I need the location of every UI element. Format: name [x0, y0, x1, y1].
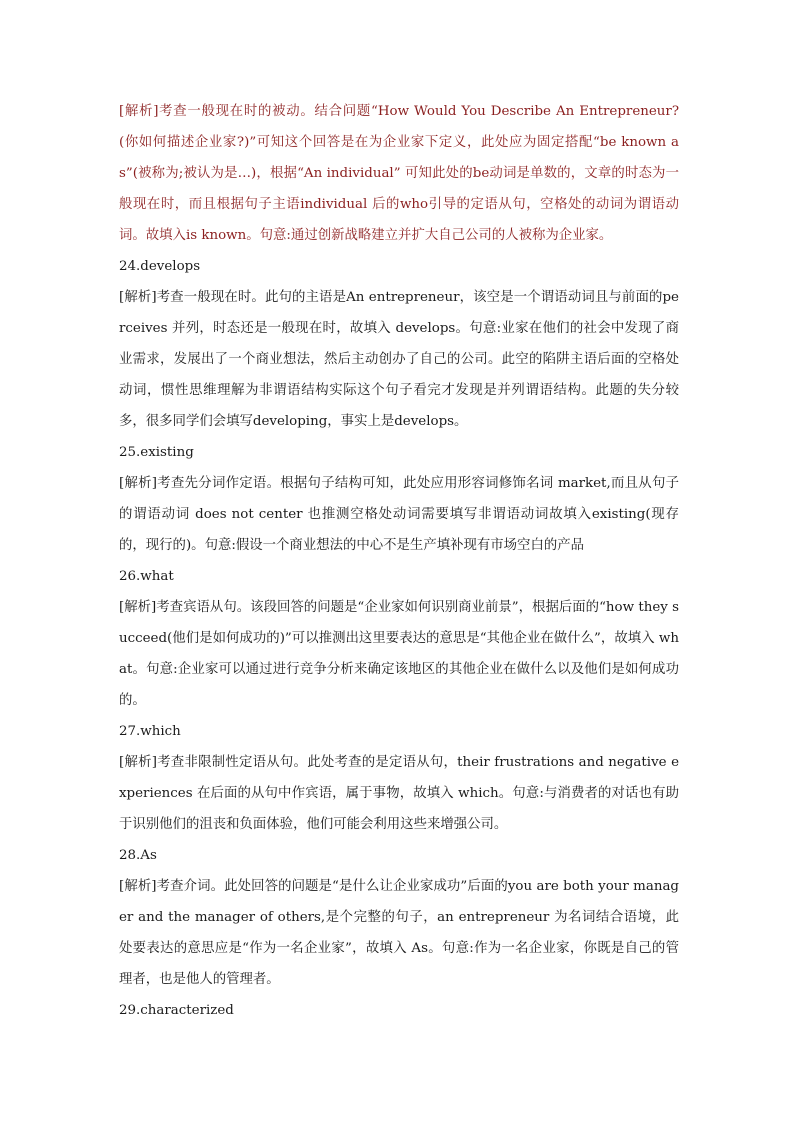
explanation-23: [解析]考查一般现在时的被动。结合问题“How Would You Describe An Entrepreneur?(你如何描述企业家?)”可知这个回答是在为企业家下定义，此处应为固定搭配“be known as”(被称为;被认为是…)，根据“An individual” 可知此处的be动词是单数的，文章的时态为一般现在时，而且根据句子主语individual 后的who引导的定语从句，空格处的动词为谓语动词。故填入is known。句意:通过创新战略建立并扩大自己公司的人被称为企业家。 — [119, 104, 679, 243]
answer-24: 24.develops — [119, 259, 201, 274]
answer-25: 25.existing — [119, 445, 194, 460]
document-page — [119, 96, 679, 1026]
explanation-24: [解析]考查一般现在时。此句的主语是An entrepreneur，该空是一个谓语动词且与前面的perceives 并列，时态还是一般现在时，故填入 develops。句意:业家在他们的社会中发现了商业需求，发展出了一个商业想法，然后主动创办了自己的公司。此空的陷阱主语后面的空格处动词，惯性思维理解为非谓语结构实际这个句子看完才发现是并列谓语结构。此题的失分较多，很多同学们会填写developing，事实上是develops。 — [119, 290, 679, 429]
explanation-28: [解析]考查介词。此处回答的问题是“是什么让企业家成功”后面的you are both your manager and the manager of others,是个完整的句子，an entrepreneur 为名词结合语境，此处要表达的意思应是“作为一名企业家”，故填入 As。句意:作为一名企业家，你既是自己的管理者，也是他人的管理者。 — [119, 879, 679, 987]
explanation-27: [解析]考查非限制性定语从句。此处考查的是定语从句，their frustrations and negative experiences 在后面的从句中作宾语，属于事物，故填入 which。句意:与消费者的对话也有助于识别他们的沮丧和负面体验，他们可能会利用这些来增强公司。 — [119, 755, 679, 832]
answer-28: 28.As — [119, 848, 157, 863]
explanation-25: [解析]考查先分词作定语。根据句子结构可知，此处应用形容词修饰名词 market,而且从句子的谓语动词 does not center 也推测空格处动词需要填写非谓语动词故填入existing(现存的，现行的)。句意:假设一个商业想法的中心不是生产填补现有市场空白的产品 — [119, 476, 679, 553]
answer-29: 29.characterized — [119, 1003, 234, 1018]
answer-26: 26.what — [119, 569, 174, 584]
answer-27: 27.which — [119, 724, 181, 739]
explanation-26: [解析]考查宾语从句。该段回答的问题是“企业家如何识别商业前景”，根据后面的“how they succeed(他们是如何成功的)”可以推测出这里要表达的意思是“其他企业在做什么”，故填入 what。句意:企业家可以通过进行竞争分析来确定该地区的其他企业在做什么以及他们是如何成功的。 — [119, 600, 679, 708]
